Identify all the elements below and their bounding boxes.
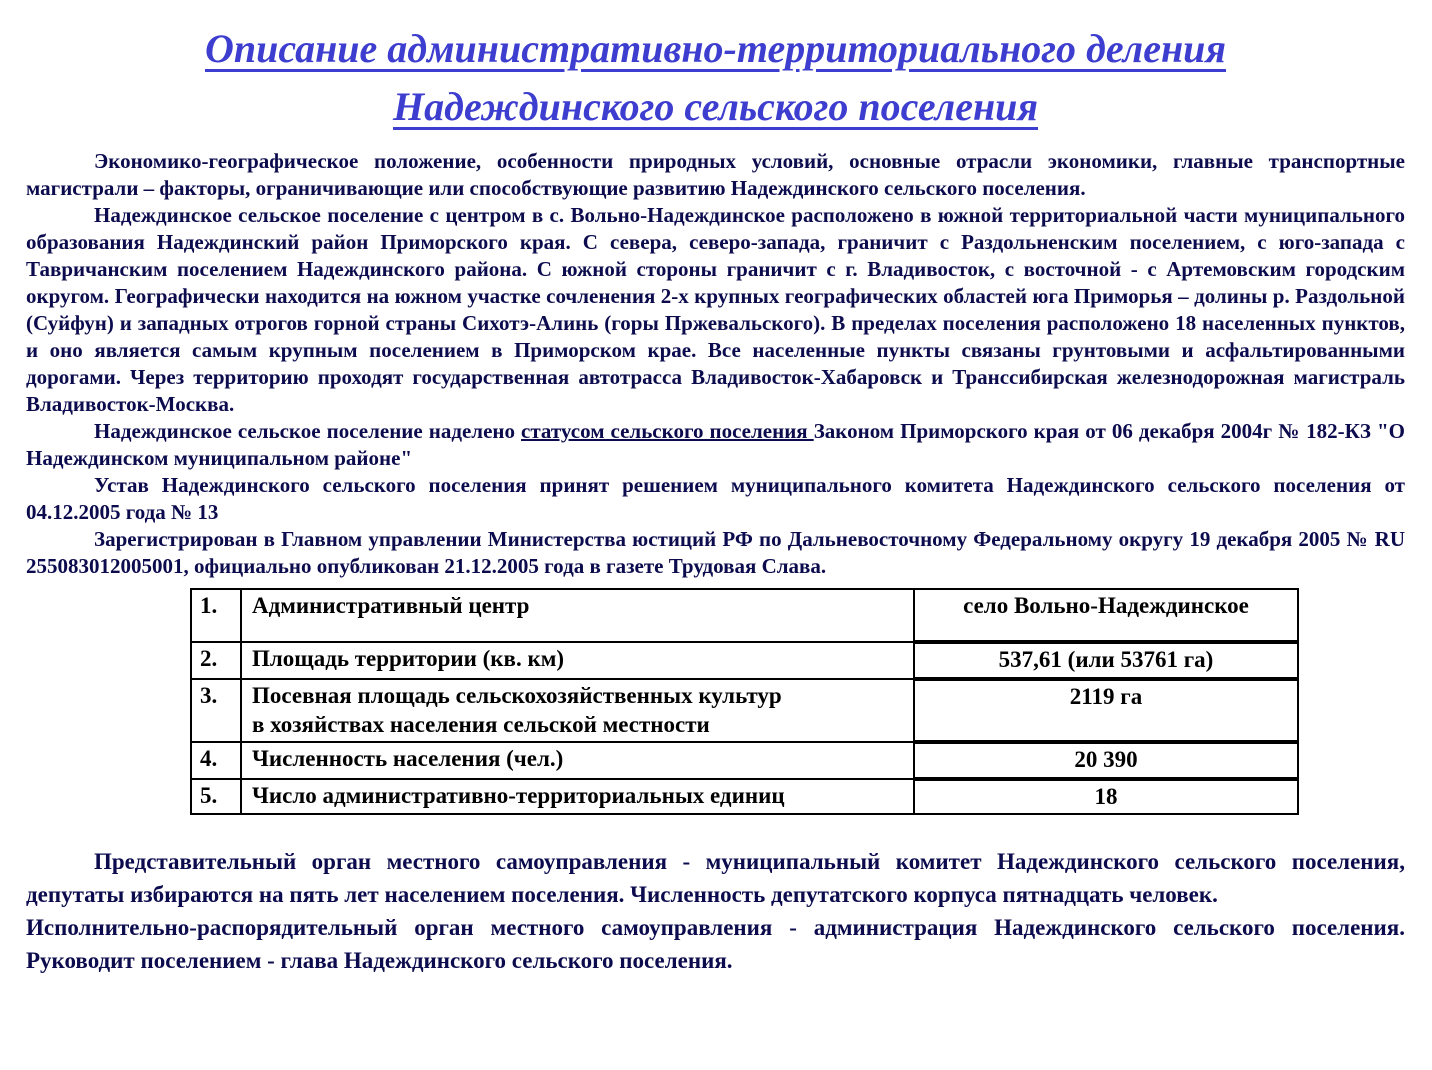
row-value: 2119 га	[914, 679, 1298, 742]
paragraph-executive-body: Исполнительно-распорядительный орган местного самоуправления - администрация Надеждинского сельского поселения. Руководит поселением - глава Надеждинского сельского поселения.	[26, 915, 1405, 973]
settlement-info-table	[190, 588, 1299, 815]
status-law-text-before: Надеждинское сельское поселение наделено	[94, 419, 522, 443]
title-line-1: Описание административно-территориального деления	[204, 26, 1226, 71]
row-value: село Вольно-Надеждинское	[914, 589, 1298, 642]
row-value: 20 390	[914, 742, 1298, 779]
document-title	[26, 20, 1405, 136]
row-label	[241, 679, 914, 742]
table-row-population	[191, 742, 1298, 779]
row-label-line-2: в хозяйствах населения сельской местности	[252, 712, 710, 737]
row-value: 537,61 (или 53761 га)	[914, 642, 1298, 679]
paragraph-registration: Зарегистрирован в Главном управлении Министерства юстиций РФ по Дальневосточному Федеральному округу 19 декабря 2005 № RU 255083012005001, официально опубликован 21.12.2005 года в газете Трудовая Слава.	[26, 527, 1405, 578]
paragraph-representative-body: Представительный орган местного самоуправления - муниципальный комитет Надеждинского сельского поселения, депутаты избираются на пять лет населением поселения. Численность депутатского корпуса пятнадцать человек.	[26, 849, 1405, 907]
table-row-territory-area	[191, 642, 1298, 679]
row-number: 1.	[191, 589, 241, 642]
row-label: Численность населения (чел.)	[241, 742, 914, 779]
paragraph-status-law	[26, 418, 1405, 472]
row-number: 2.	[191, 642, 241, 679]
row-number: 3.	[191, 679, 241, 742]
paragraph-charter: Устав Надеждинского сельского поселения принят решением муниципального комитета Надеждинского сельского поселения от 04.12.2005 года № 13	[26, 473, 1405, 524]
row-label: Административный центр	[241, 589, 914, 642]
row-number: 5.	[191, 779, 241, 814]
table-row-admin-units	[191, 779, 1298, 814]
row-label: Площадь территории (кв. км)	[241, 642, 914, 679]
row-label: Число административно-территориальных единиц	[241, 779, 914, 814]
table-row-sown-area	[191, 679, 1298, 742]
status-law-underlined-text: статусом сельского поселения	[521, 419, 814, 443]
status-law-text-after: Законом Приморского края от 06 декабря 2004г № 182-КЗ "О Надеждинском муниципальном районе"	[26, 419, 1405, 470]
table-row-admin-center	[191, 589, 1298, 642]
row-label-line-1: Посевная площадь сельскохозяйственных культур	[252, 683, 782, 708]
paragraph-economic-geography: Экономико-географическое положение, особенности природных условий, основные отрасли экономики, главные транспортные магистрали – факторы, ограничивающие или способствующие развитию Надеждинского сельского поселения.	[26, 149, 1405, 200]
title-line-2: Надеждинского сельского поселения	[393, 84, 1038, 129]
row-number: 4.	[191, 742, 241, 779]
row-value: 18	[914, 779, 1298, 814]
paragraph-location-description: Надеждинское сельское поселение с центром в с. Вольно-Надеждинское расположено в южной территориальной части муниципального образования Надеждинский район Приморского края. С севера, северо-запада, граничит с Раздольненским поселением, с юго-запада с Тавричанским поселением Надеждинского района. С южной стороны граничит с г. Владивосток, с восточной - с Артемовским городским округом. Географически находится на южном участке сочленения 2-х крупных географических областей юга Приморья – долины р. Раздольной (Суйфун) и западных отрогов горной страны Сихотэ-Алинь (горы Пржевальского). В пределах поселения расположено 18 населенных пунктов, и оно является самым крупным поселением в Приморском крае. Все населенные пункты связаны грунтовыми и асфальтированными дорогами. Через территорию проходят государственная автотрасса Владивосток-Хабаровск и Транссибирская железнодорожная магистраль Владивосток-Москва.	[26, 203, 1405, 416]
